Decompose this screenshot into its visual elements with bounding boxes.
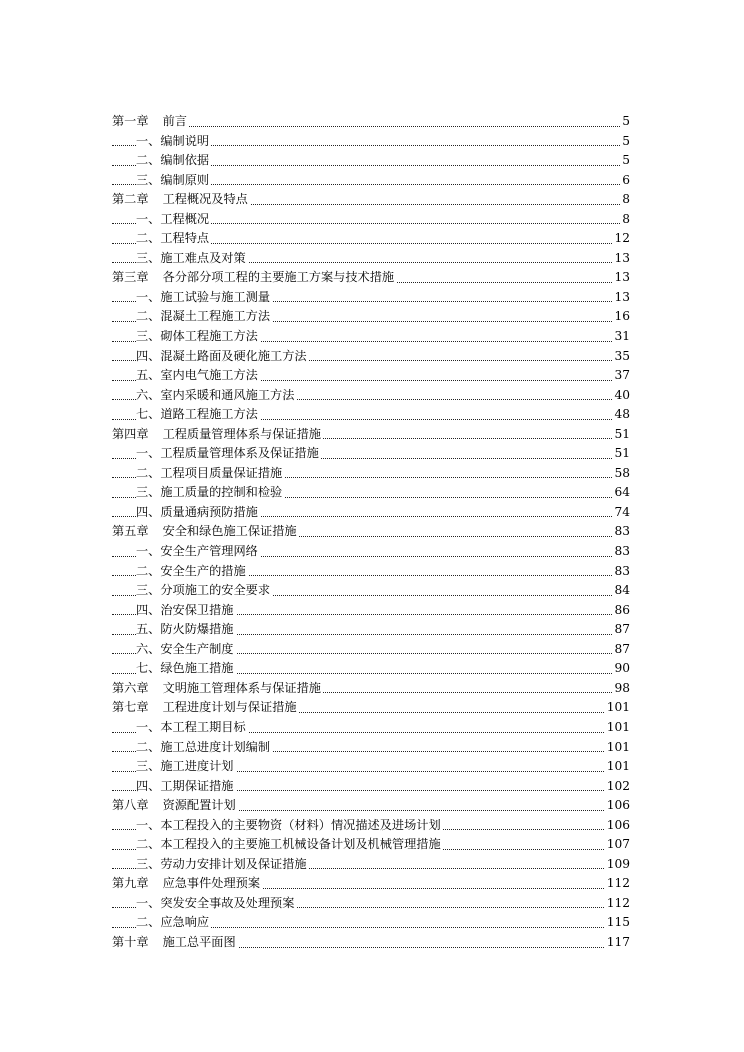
toc-page-number: 31 <box>612 327 630 347</box>
toc-page-number: 13 <box>612 288 630 308</box>
toc-entry-title: 七、道路工程施工方法 <box>136 405 260 425</box>
toc-section-entry[interactable] <box>0 405 744 425</box>
toc-entry-title: 一、本工程工期目标 <box>136 718 248 738</box>
toc-entry-title: 三、施工进度计划 <box>136 757 236 777</box>
toc-entry-title: 三、施工质量的控制和检验 <box>136 483 284 503</box>
toc-page-number: 106 <box>605 816 630 836</box>
toc-entry-title: 一、安全生产管理网络 <box>136 542 260 562</box>
toc-chapter-entry[interactable] <box>0 425 744 445</box>
toc-entry-title: 二、工程项目质量保证措施 <box>136 464 284 484</box>
toc-section-entry[interactable] <box>0 151 744 171</box>
toc-entry-title: 五、防火防爆措施 <box>136 620 236 640</box>
toc-chapter-entry[interactable] <box>0 933 744 953</box>
toc-chapter-number: 第七章 <box>112 700 149 715</box>
toc-chapter-entry[interactable] <box>0 522 744 542</box>
toc-page-number: 106 <box>605 796 630 816</box>
toc-page-number: 83 <box>612 522 630 542</box>
toc-section-entry[interactable] <box>0 562 744 582</box>
toc-page-number: 51 <box>612 425 630 445</box>
toc-page-number: 101 <box>605 698 630 718</box>
toc-section-entry[interactable] <box>0 464 744 484</box>
toc-entry-title: 六、安全生产制度 <box>136 640 236 660</box>
toc-entry-title: 一、突发安全事故及处理预案 <box>136 894 296 914</box>
toc-entry-title <box>112 190 250 210</box>
toc-page-number: 101 <box>605 738 630 758</box>
toc-chapter-title: 文明施工管理体系与保证措施 <box>162 680 321 695</box>
toc-page-number: 112 <box>605 894 630 914</box>
toc-page-number: 35 <box>612 347 630 367</box>
toc-chapter-title: 资源配置计划 <box>162 798 236 813</box>
toc-page-number: 16 <box>612 307 630 327</box>
toc-page-number: 83 <box>612 542 630 562</box>
toc-page-number: 40 <box>612 386 630 406</box>
toc-page-number: 87 <box>612 620 630 640</box>
toc-section-entry[interactable] <box>0 503 744 523</box>
toc-chapter-number: 第九章 <box>112 876 149 891</box>
toc-page-number: 115 <box>605 913 630 933</box>
toc-entry-title: 四、混凝土路面及硬化施工方法 <box>136 347 309 367</box>
toc-page-number: 117 <box>605 933 630 953</box>
toc-chapter-number: 第三章 <box>112 270 149 285</box>
toc-chapter-number: 第十章 <box>112 934 149 949</box>
toc-page-number: 74 <box>612 503 630 523</box>
toc-chapter-title: 各分部分项工程的主要施工方案与技术措施 <box>162 270 395 285</box>
toc-section-entry[interactable] <box>0 581 744 601</box>
toc-page-number: 107 <box>605 835 630 855</box>
toc-section-entry[interactable] <box>0 542 744 562</box>
toc-section-entry[interactable] <box>0 444 744 464</box>
toc-section-entry[interactable] <box>0 738 744 758</box>
toc-chapter-number: 第一章 <box>112 114 149 128</box>
toc-chapter-entry[interactable] <box>0 190 744 210</box>
toc-chapter-number: 第八章 <box>112 798 149 813</box>
toc-section-entry[interactable] <box>0 171 744 191</box>
toc-entry-title <box>112 112 189 132</box>
toc-chapter-number: 第六章 <box>112 680 149 695</box>
toc-entry-title <box>112 679 323 699</box>
toc-chapter-entry[interactable] <box>0 796 744 816</box>
toc-chapter-title: 施工总平面图 <box>162 934 236 949</box>
toc-page-number: 58 <box>612 464 630 484</box>
toc-entry-title: 二、工程特点 <box>136 229 211 249</box>
toc-section-entry[interactable] <box>0 327 744 347</box>
toc-entry-title: 二、应急响应 <box>136 913 211 933</box>
toc-section-entry[interactable] <box>0 913 744 933</box>
toc-chapter-entry[interactable] <box>0 874 744 894</box>
toc-entry-title: 三、分项施工的安全要求 <box>136 581 272 601</box>
toc-entry-title: 三、编制原则 <box>136 171 211 191</box>
toc-chapter-title: 工程概况及特点 <box>162 192 248 207</box>
toc-entry-title: 一、工程概况 <box>136 210 211 230</box>
toc-page-number: 5 <box>620 112 630 132</box>
toc-entry-title <box>112 268 396 288</box>
toc-section-entry[interactable] <box>0 777 744 797</box>
toc-entry-title <box>112 522 299 542</box>
toc-page-number: 6 <box>620 171 630 191</box>
toc-chapter-entry[interactable] <box>0 112 744 132</box>
toc-chapter-number: 第二章 <box>112 192 149 207</box>
toc-chapter-entry[interactable] <box>0 698 744 718</box>
toc-entry-title: 五、室内电气施工方法 <box>136 366 260 386</box>
toc-page-number: 102 <box>605 777 630 797</box>
toc-section-entry[interactable] <box>0 132 744 152</box>
toc-page-number: 13 <box>612 268 630 288</box>
toc-section-entry[interactable] <box>0 347 744 367</box>
toc-page-number: 5 <box>620 132 630 152</box>
toc-section-entry[interactable] <box>0 288 744 308</box>
toc-page-number: 83 <box>612 562 630 582</box>
toc-page-number: 101 <box>605 718 630 738</box>
toc-page-number: 87 <box>612 640 630 660</box>
toc-entry-title: 二、编制依据 <box>136 151 211 171</box>
toc-section-entry[interactable] <box>0 855 744 875</box>
toc-entry-title: 四、治安保卫措施 <box>136 601 236 621</box>
toc-page-number: 112 <box>605 874 630 894</box>
toc-entry-title: 四、工期保证措施 <box>136 777 236 797</box>
toc-entry-title: 一、施工试验与施工测量 <box>136 288 272 308</box>
toc-section-entry[interactable] <box>0 249 744 269</box>
toc-chapter-number: 第五章 <box>112 524 149 539</box>
toc-page-number: 51 <box>612 444 630 464</box>
toc-section-entry[interactable] <box>0 307 744 327</box>
toc-section-entry[interactable] <box>0 386 744 406</box>
toc-page-number: 37 <box>612 366 630 386</box>
toc-section-entry[interactable] <box>0 601 744 621</box>
toc-page-number: 48 <box>612 405 630 425</box>
toc-section-entry[interactable] <box>0 483 744 503</box>
toc-chapter-title: 应急事件处理预案 <box>162 876 261 891</box>
toc-entry-title: 三、劳动力安排计划及保证措施 <box>136 855 309 875</box>
toc-page-number: 98 <box>612 679 630 699</box>
toc-page-number: 109 <box>605 855 630 875</box>
toc-page-number: 8 <box>620 190 630 210</box>
toc-page-number: 84 <box>612 581 630 601</box>
toc-entry-title: 一、工程质量管理体系及保证措施 <box>136 444 321 464</box>
toc-entry-title: 一、本工程投入的主要物资（材料）情况描述及进场计划 <box>136 816 443 836</box>
toc-chapter-title: 工程质量管理体系与保证措施 <box>162 426 321 441</box>
toc-section-entry[interactable] <box>0 640 744 660</box>
toc-page-number: 13 <box>612 249 630 269</box>
toc-section-entry[interactable] <box>0 620 744 640</box>
toc-section-entry[interactable] <box>0 894 744 914</box>
toc-page-number: 86 <box>612 601 630 621</box>
toc-entry-title: 三、砌体工程施工方法 <box>136 327 260 347</box>
toc-chapter-title: 前言 <box>162 114 187 128</box>
toc-entry-title <box>112 425 323 445</box>
toc-page-number: 101 <box>605 757 630 777</box>
toc-section-entry[interactable] <box>0 366 744 386</box>
toc-entry-title <box>112 796 238 816</box>
toc-entry-title: 二、施工总进度计划编制 <box>136 738 272 758</box>
toc-chapter-entry[interactable] <box>0 679 744 699</box>
toc-entry-title: 二、安全生产的措施 <box>136 562 248 582</box>
table-of-contents <box>0 112 744 953</box>
toc-entry-title: 四、质量通病预防措施 <box>136 503 260 523</box>
toc-entry-title <box>112 874 262 894</box>
toc-entry-title: 二、本工程投入的主要施工机械设备计划及机械管理措施 <box>136 835 443 855</box>
toc-entry-title: 三、施工难点及对策 <box>136 249 248 269</box>
toc-page-number: 5 <box>620 151 630 171</box>
toc-entry-title <box>112 698 299 718</box>
toc-entry-title: 七、绿色施工措施 <box>136 659 236 679</box>
toc-chapter-title: 安全和绿色施工保证措施 <box>162 524 297 539</box>
toc-chapter-title: 工程进度计划与保证措施 <box>162 700 297 715</box>
toc-section-entry[interactable] <box>0 835 744 855</box>
toc-page-number: 90 <box>612 659 630 679</box>
toc-entry-title: 二、混凝土工程施工方法 <box>136 307 272 327</box>
toc-section-entry[interactable] <box>0 816 744 836</box>
toc-chapter-entry[interactable] <box>0 268 744 288</box>
toc-section-entry[interactable] <box>0 718 744 738</box>
toc-chapter-number: 第四章 <box>112 426 149 441</box>
toc-section-entry[interactable] <box>0 229 744 249</box>
toc-page-number: 12 <box>612 229 630 249</box>
toc-page-number: 8 <box>620 210 630 230</box>
toc-entry-title: 六、室内采暖和通风施工方法 <box>136 386 296 406</box>
toc-section-entry[interactable] <box>0 210 744 230</box>
toc-section-entry[interactable] <box>0 757 744 777</box>
toc-entry-title <box>112 933 238 953</box>
toc-page-number: 64 <box>612 483 630 503</box>
toc-entry-title: 一、编制说明 <box>136 132 211 152</box>
toc-section-entry[interactable] <box>0 659 744 679</box>
